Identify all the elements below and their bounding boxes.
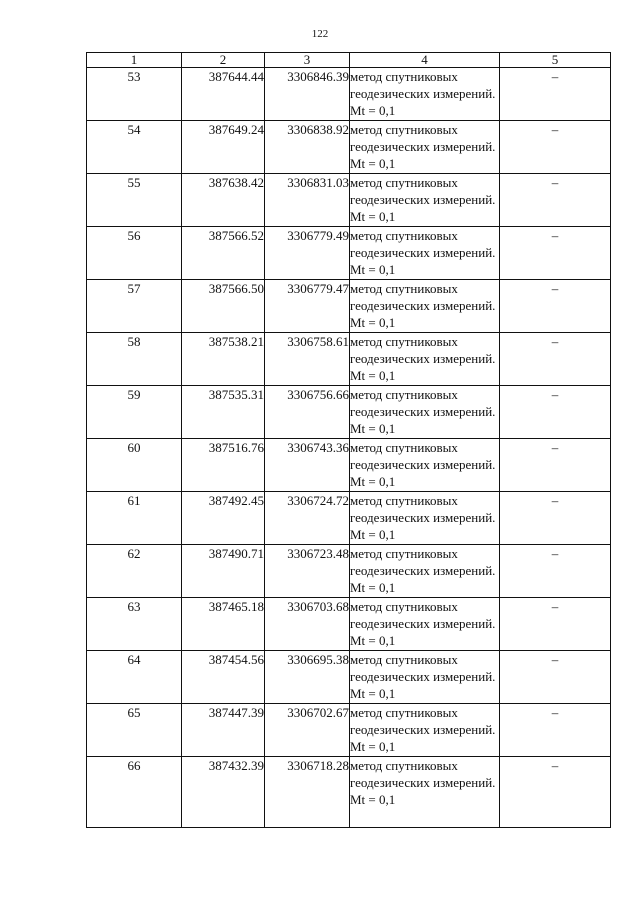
- x-coordinate-cell: 387492.45: [182, 492, 265, 545]
- note-cell: –: [500, 386, 611, 439]
- table-row: [87, 280, 611, 333]
- note-cell: –: [500, 757, 611, 828]
- method-cell: метод спутниковых геодезических измерений. Mt = 0,1: [350, 174, 500, 227]
- x-coordinate-cell: 387535.31: [182, 386, 265, 439]
- method-cell: метод спутниковых геодезических измерений. Mt = 0,1: [350, 651, 500, 704]
- table-row: [87, 598, 611, 651]
- method-cell: метод спутниковых геодезических измерений. Mt = 0,1: [350, 545, 500, 598]
- method-cell: метод спутниковых геодезических измерений. Mt = 0,1: [350, 598, 500, 651]
- table-header-row: [87, 53, 611, 68]
- coordinates-table: [86, 52, 611, 828]
- method-cell: метод спутниковых геодезических измерений. Mt = 0,1: [350, 227, 500, 280]
- point-number-cell: 61: [87, 492, 182, 545]
- table-row: [87, 386, 611, 439]
- point-number-cell: 66: [87, 757, 182, 828]
- x-coordinate-cell: 387644.44: [182, 68, 265, 121]
- y-coordinate-cell: 3306758.61: [265, 333, 350, 386]
- y-coordinate-cell: 3306831.03: [265, 174, 350, 227]
- point-number-cell: 64: [87, 651, 182, 704]
- method-cell: метод спутниковых геодезических измерений. Mt = 0,1: [350, 280, 500, 333]
- table-row: [87, 68, 611, 121]
- table-row: [87, 757, 611, 828]
- x-coordinate-cell: 387454.56: [182, 651, 265, 704]
- table-row: [87, 121, 611, 174]
- note-cell: –: [500, 439, 611, 492]
- y-coordinate-cell: 3306743.36: [265, 439, 350, 492]
- note-cell: –: [500, 545, 611, 598]
- point-number-cell: 60: [87, 439, 182, 492]
- x-coordinate-cell: 387638.42: [182, 174, 265, 227]
- x-coordinate-cell: 387432.39: [182, 757, 265, 828]
- note-cell: –: [500, 227, 611, 280]
- point-number-cell: 57: [87, 280, 182, 333]
- point-number-cell: 58: [87, 333, 182, 386]
- column-header-1: 1: [87, 53, 182, 68]
- y-coordinate-cell: 3306703.68: [265, 598, 350, 651]
- page-number: 122: [311, 28, 329, 40]
- table-row: [87, 333, 611, 386]
- note-cell: –: [500, 68, 611, 121]
- x-coordinate-cell: 387490.71: [182, 545, 265, 598]
- column-header-5: 5: [500, 53, 611, 68]
- note-cell: –: [500, 174, 611, 227]
- note-cell: –: [500, 492, 611, 545]
- x-coordinate-cell: 387465.18: [182, 598, 265, 651]
- point-number-cell: 53: [87, 68, 182, 121]
- table-row: [87, 651, 611, 704]
- x-coordinate-cell: 387566.52: [182, 227, 265, 280]
- method-cell: метод спутниковых геодезических измерений. Mt = 0,1: [350, 757, 500, 828]
- column-header-2: 2: [182, 53, 265, 68]
- table-row: [87, 704, 611, 757]
- point-number-cell: 63: [87, 598, 182, 651]
- y-coordinate-cell: 3306756.66: [265, 386, 350, 439]
- x-coordinate-cell: 387649.24: [182, 121, 265, 174]
- y-coordinate-cell: 3306723.48: [265, 545, 350, 598]
- point-number-cell: 54: [87, 121, 182, 174]
- method-cell: метод спутниковых геодезических измерений. Mt = 0,1: [350, 121, 500, 174]
- table-body: [87, 68, 611, 828]
- method-cell: метод спутниковых геодезических измерений. Mt = 0,1: [350, 492, 500, 545]
- x-coordinate-cell: 387516.76: [182, 439, 265, 492]
- y-coordinate-cell: 3306724.72: [265, 492, 350, 545]
- note-cell: –: [500, 598, 611, 651]
- y-coordinate-cell: 3306695.38: [265, 651, 350, 704]
- table-row: [87, 545, 611, 598]
- point-number-cell: 59: [87, 386, 182, 439]
- method-cell: метод спутниковых геодезических измерений. Mt = 0,1: [350, 439, 500, 492]
- point-number-cell: 65: [87, 704, 182, 757]
- table-row: [87, 174, 611, 227]
- method-cell: метод спутниковых геодезических измерений. Mt = 0,1: [350, 333, 500, 386]
- table-row: [87, 439, 611, 492]
- note-cell: –: [500, 651, 611, 704]
- note-cell: –: [500, 280, 611, 333]
- y-coordinate-cell: 3306702.67: [265, 704, 350, 757]
- method-cell: метод спутниковых геодезических измерений. Mt = 0,1: [350, 704, 500, 757]
- column-header-4: 4: [350, 53, 500, 68]
- y-coordinate-cell: 3306838.92: [265, 121, 350, 174]
- note-cell: –: [500, 704, 611, 757]
- column-header-3: 3: [265, 53, 350, 68]
- y-coordinate-cell: 3306779.47: [265, 280, 350, 333]
- x-coordinate-cell: 387566.50: [182, 280, 265, 333]
- table-row: [87, 227, 611, 280]
- x-coordinate-cell: 387538.21: [182, 333, 265, 386]
- y-coordinate-cell: 3306718.28: [265, 757, 350, 828]
- note-cell: –: [500, 121, 611, 174]
- note-cell: –: [500, 333, 611, 386]
- point-number-cell: 56: [87, 227, 182, 280]
- x-coordinate-cell: 387447.39: [182, 704, 265, 757]
- point-number-cell: 62: [87, 545, 182, 598]
- y-coordinate-cell: 3306846.39: [265, 68, 350, 121]
- table-row: [87, 492, 611, 545]
- method-cell: метод спутниковых геодезических измерений. Mt = 0,1: [350, 68, 500, 121]
- y-coordinate-cell: 3306779.49: [265, 227, 350, 280]
- point-number-cell: 55: [87, 174, 182, 227]
- method-cell: метод спутниковых геодезических измерений. Mt = 0,1: [350, 386, 500, 439]
